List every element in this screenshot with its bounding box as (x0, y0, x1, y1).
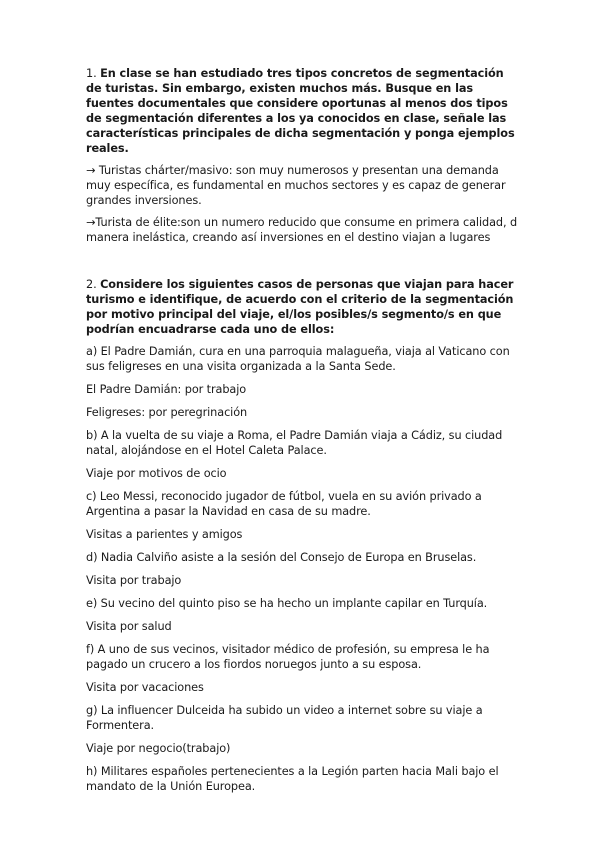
document-page (86, 66, 518, 794)
q2-item-d: d) Nadia Calviño asiste a la sesión del Consejo de Europa en Bruselas. (86, 551, 477, 564)
q2-item-f: f) A uno de sus vecinos, visitador médico de profesión, su empresa le ha pagado un crucero a los fiordos noruegos junto a su esposa. (86, 643, 490, 671)
q2-item-c: c) Leo Messi, reconocido jugador de fútbol, vuela en su avión privado a Argentina a pasar la Navidad en casa de su madre. (86, 490, 482, 518)
question-1-number: 1. (86, 67, 101, 80)
q2-answer-g: Viaje por negocio(trabajo) (86, 742, 231, 755)
q2-item-g: g) La influencer Dulceida ha subido un video a internet sobre su viaje a Formentera. (86, 704, 483, 732)
q1-answer-2: →Turista de élite:son un numero reducido que consume en primera calidad, d manera inelástica, creando así inversiones en el destino viajan a lugares (86, 216, 518, 244)
q1-answer-1: → Turistas chárter/masivo: son muy numerosos y presentan una demanda muy específica, es fundamental en muchos sectores y es capaz de generar grandes inversiones. (86, 164, 506, 207)
q2-answer-a-1: El Padre Damián: por trabajo (86, 383, 247, 396)
question-1 (86, 66, 518, 156)
q2-item-b: b) A la vuelta de su viaje a Roma, el Padre Damián viaja a Cádiz, su ciudad natal, alojándose en el Hotel Caleta Palace. (86, 429, 503, 457)
question-2 (86, 277, 518, 337)
q2-answer-a-2: Feligreses: por peregrinación (86, 406, 248, 419)
q2-answer-b: Viaje por motivos de ocio (86, 467, 227, 480)
q2-item-h: h) Militares españoles pertenecientes a la Legión parten hacia Mali bajo el mandato de la Unión Europea. (86, 765, 499, 793)
q2-answer-e: Visita por salud (86, 620, 172, 633)
q2-answer-d: Visita por trabajo (86, 574, 182, 587)
q2-answer-c: Visitas a parientes y amigos (86, 528, 243, 541)
question-1-title: En clase se han estudiado tres tipos concretos de segmentación de turistas. Sin embargo, existen muchos más. Busque en las fuentes documentales que considere oportunas al menos dos tipos de segmentación diferentes a los ya conocidos en clase, señale las características principales de dicha segmentación y ponga ejemplos reales. (86, 67, 515, 155)
q2-item-a: a) El Padre Damián, cura en una parroquia malagueña, viaja al Vaticano con sus feligreses en una visita organizada a la Santa Sede. (86, 345, 510, 373)
question-2-title: Considere los siguientes casos de personas que viajan para hacer turismo e identifique, de acuerdo con el criterio de la segmentación por motivo principal del viaje, el/los posibles/s segmento/s en que podrían encuadrarse cada uno de ellos: (86, 278, 514, 336)
question-2-number: 2. (86, 278, 101, 291)
q2-answer-f: Visita por vacaciones (86, 681, 204, 694)
q2-item-e: e) Su vecino del quinto piso se ha hecho un implante capilar en Turquía. (86, 597, 488, 610)
